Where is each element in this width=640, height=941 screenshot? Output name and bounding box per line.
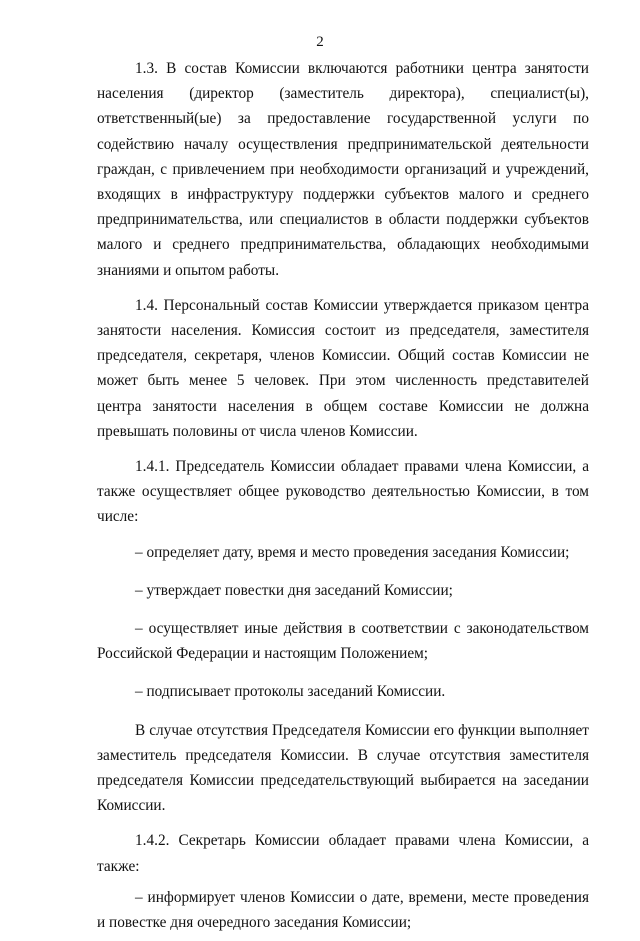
- document-body: [97, 56, 589, 941]
- paragraph-1-4-1: 1.4.1. Председатель Комиссии обладает правами члена Комиссии, а также осуществляет общее руководство деятельностью Комиссии, в том числе:: [97, 458, 589, 526]
- paragraph-1-4: 1.4. Персональный состав Комиссии утверждается приказом центра занятости населения. Комиссия состоит из председателя, заместителя председателя, секретаря, членов Комиссии. Общий состав Комиссии не может быть менее 5 человек. При этом численность представителей центра занятости населения в общем составе Комиссии не должна превышать половины от числа членов Комиссии.: [97, 296, 589, 440]
- paragraph-1-4-2: 1.4.2. Секретарь Комиссии обладает правами члена Комиссии, а также:: [97, 832, 589, 875]
- list-item-chairman-signs-protocols: – подписывает протоколы заседаний Комиссии.: [135, 683, 446, 701]
- list-item-chairman-agenda: – утверждает повестки дня заседаний Комиссии;: [135, 581, 453, 599]
- paragraph-1-3: 1.3. В состав Комиссии включаются работники центра занятости населения (директор (заместитель директора), специалист(ы), ответственный(ые) за предоставление государственной услуги по содействию началу осуществления предпринимательской деятельности граждан, с привлечением при необходимости организаций и учреждений, входящих в инфраструктуру поддержки субъектов малого и среднего предпринимательства, или специалистов в области поддержки субъектов малого и среднего предпринимательства, обладающих необходимыми знаниями и опытом работы.: [97, 60, 589, 279]
- list-item-chairman-date: – определяет дату, время и место проведения заседания Комиссии;: [135, 543, 570, 561]
- paragraph-chairman-absence: В случае отсутствия Председателя Комиссии его функции выполняет заместитель председателя Комиссии. В случае отсутствия заместителя председателя Комиссии председательствующий выбирается на заседании Комиссии.: [97, 721, 589, 815]
- page-number: 2: [316, 34, 324, 50]
- list-item-secretary-informs: – информирует членов Комиссии о дате, времени, месте проведения и повестке дня очередного заседания Комиссии;: [97, 888, 589, 932]
- list-item-chairman-other-actions: – осуществляет иные действия в соответствии с законодательством Российской Федерации и настоящим Положением;: [97, 620, 589, 663]
